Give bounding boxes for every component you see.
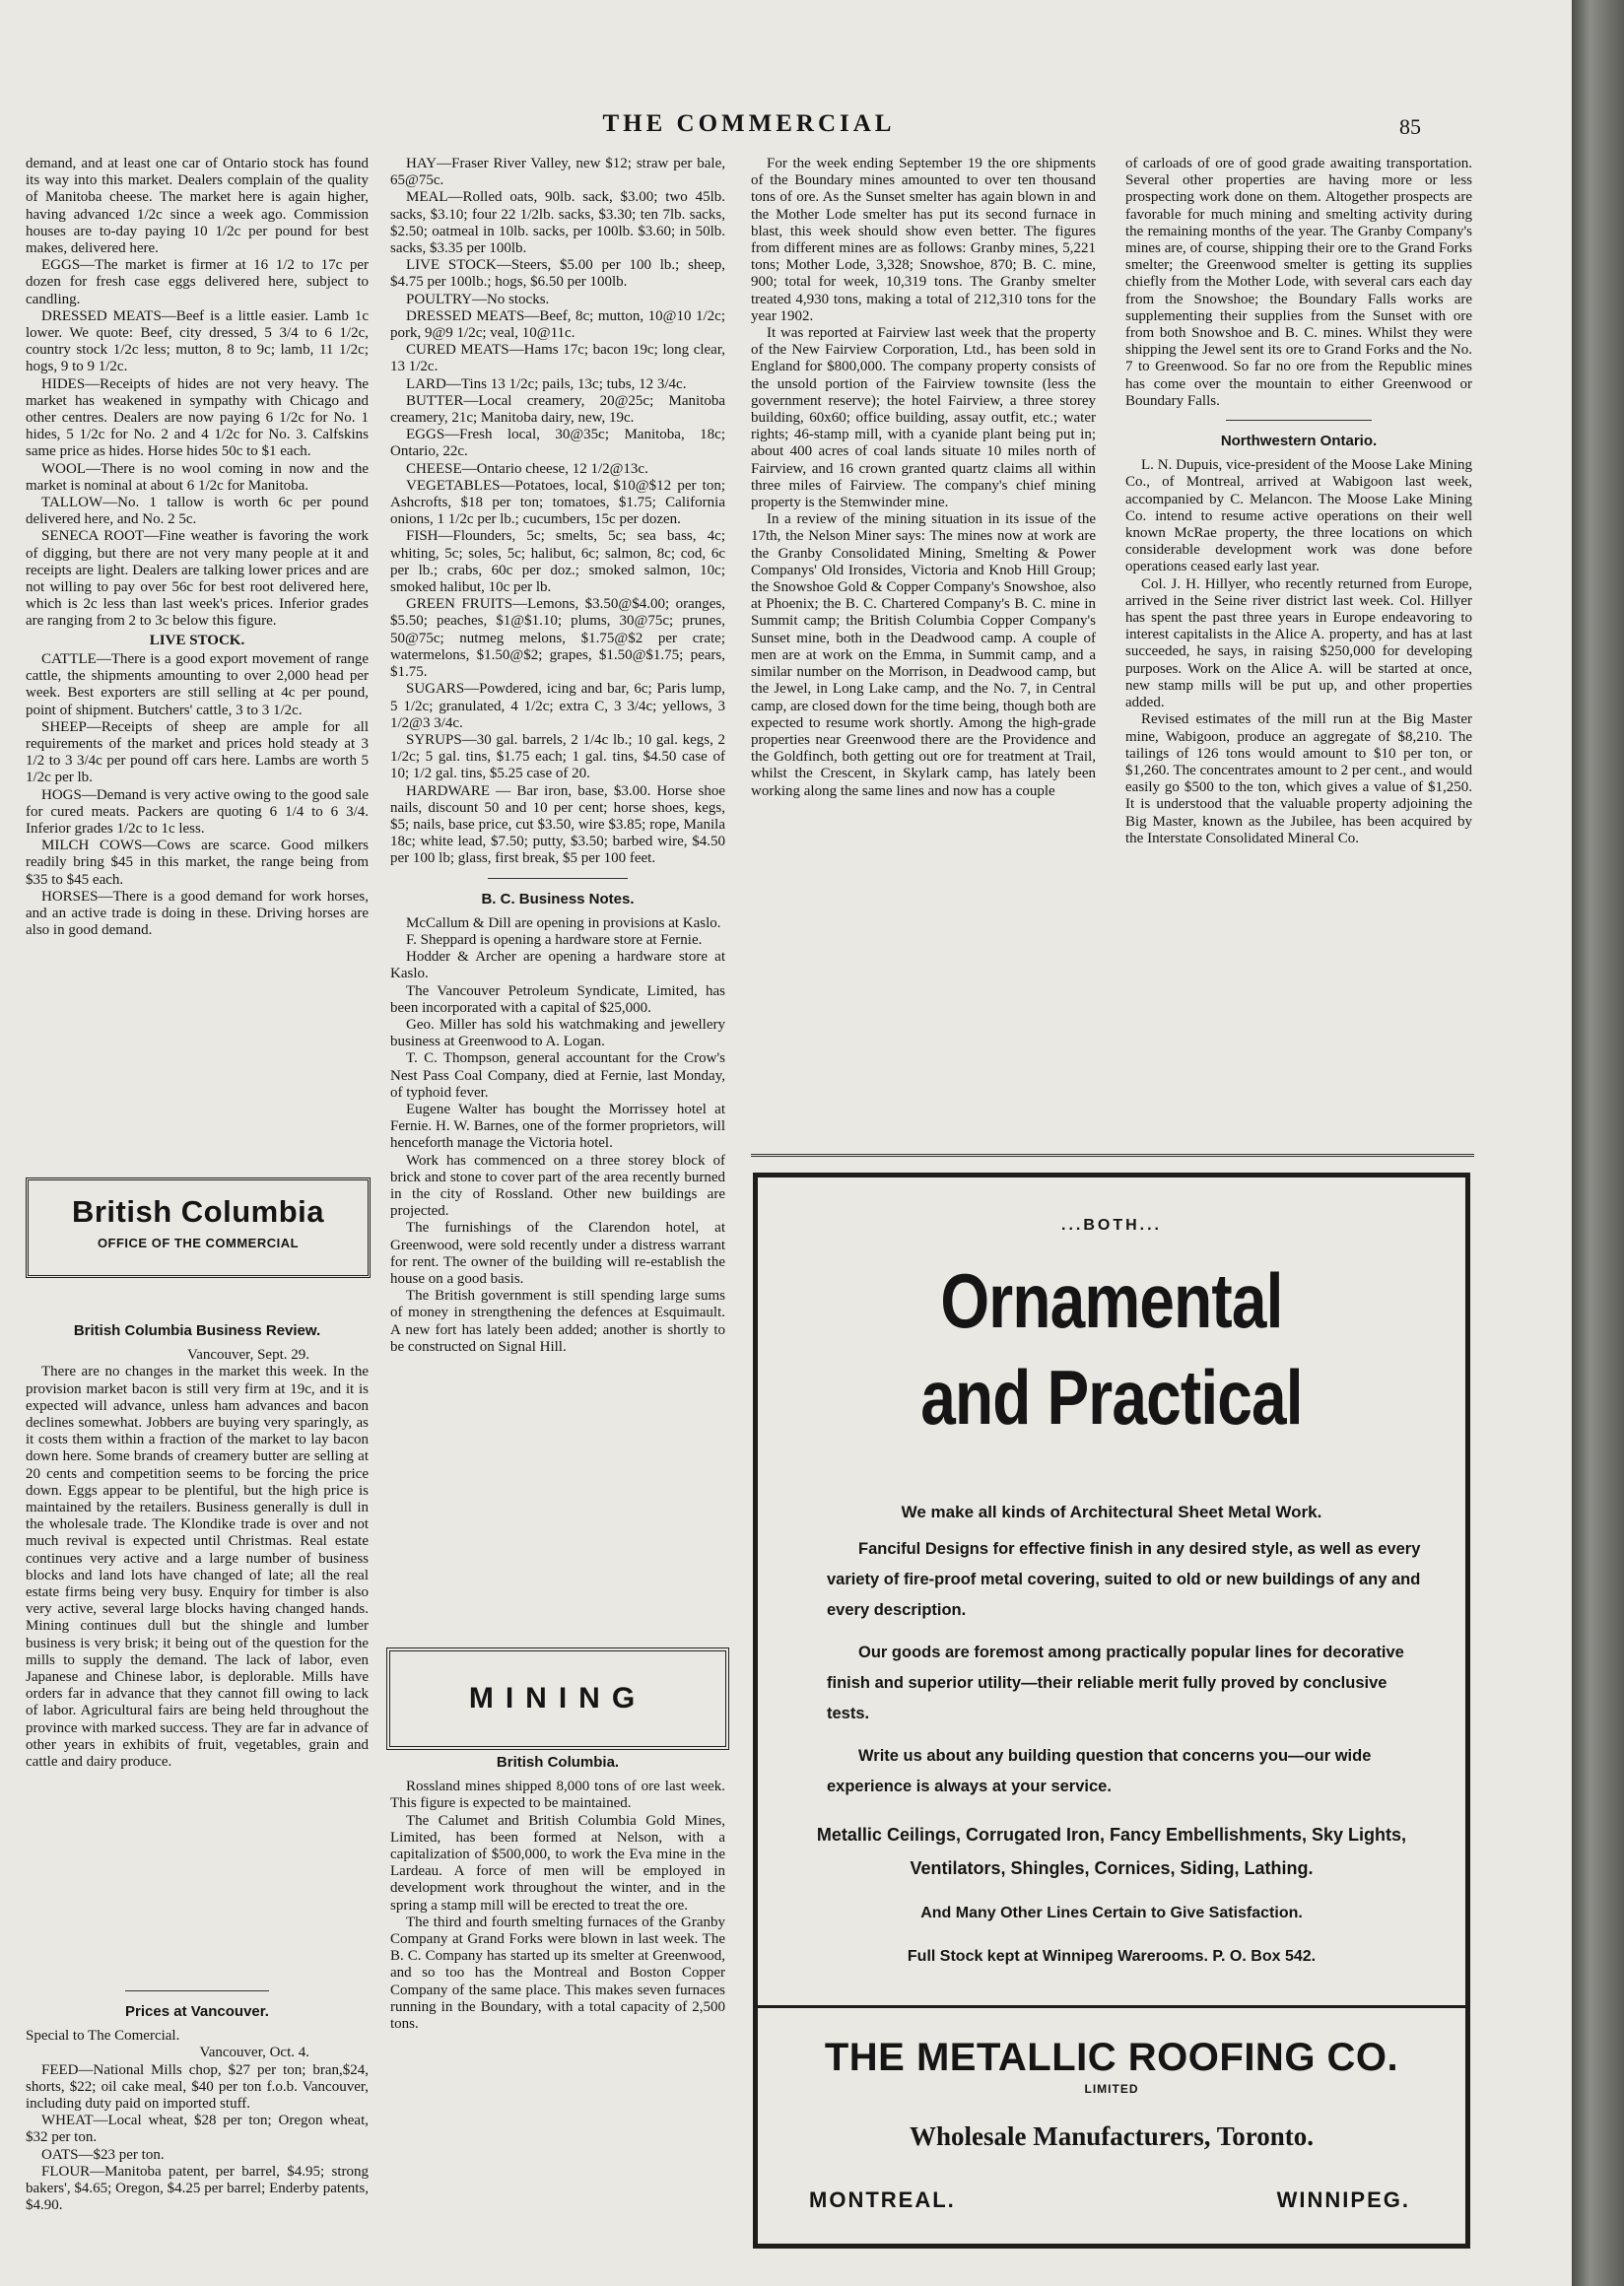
paragraph: The Calumet and British Columbia Gold Mines, Limited, has been formed at Nelson, with a capitalization of $500,000, to work the Eva mine in the Lardeau. A force of men will be employed in development work throughout the winter, and in the spring a stamp mill will be erected to treat the ore. — [390, 1812, 725, 1914]
prices-dateline: Vancouver, Oct. 4. — [199, 2045, 309, 2061]
paragraph: The third and fourth smelting furnaces of the Granby Company at Grand Forks were blown in last week. The B. C. Company has started up its smelter at Greenwood, and so too has the Montreal and Boston Copper Company of the same place. This makes seven furnaces running in the Boundary, with a total capacity of 2,500 tons. — [390, 1914, 725, 2033]
note: McCallum & Dill are opening in provisions at Kaslo. — [406, 914, 721, 931]
price-item: GREEN FRUITS—Lemons, $3.50@$4.00; oranges, $5.50; peaches, $1@$1.10; plums, 30@75c; prunes, 50@75c; nutmeg melons, $1.75@$2 per crate; watermelons, $1.50@$2; grapes, $1.50@$1.75; pears, $1.75. — [390, 596, 725, 681]
mining-bc-section — [390, 1750, 725, 2243]
ad-body-designs: Fanciful Designs for effective finish in any desired style, as well as every variety of fire-proof metal covering, suited to old or new buildings of any and every description. — [827, 1540, 1421, 1619]
book-binding-edge — [1572, 0, 1624, 2286]
price-item: CHEESE—Ontario cheese, 12 1/2@13c. — [406, 460, 648, 477]
ad-wholesale-line: Wholesale Manufacturers, Toronto. — [909, 2121, 1314, 2151]
price-item: HAY—Fraser River Valley, new $12; straw per bale, 65@75c. — [390, 156, 725, 189]
paragraph: There are no changes in the market this week. In the provision market bacon is still very firm at 19c, and it is expected will advance, unless ham advances and bacon declines somewhat. Jobbers are buying very sparingly, as it costs them within a fraction of the market to lay bacon down here. Some brands of creamery butter are selling at 20 cents and competition seems to be forcing the price down. Eggs appear to be plentiful, but the high price is maintained by the retailers. Business generally is dull in the wholesale trade. The Klondike trade is over and not much revival is expected until Christmas. Real estate continues very active and a large number of business blocks and land lots have changed of late; all the real estate firms being very busy. Enquiry for timber is also very active, several large blocks having changed hands. Mining continues dull but the shingle and lumber business is very brisk; it being out of the question for the mills to supply the demand. The lack of labor, even Japanese and Chinese labor, is deplorable. Mills have orders far in advance that they cannot fill owing to lack of labor. Agricultural fairs are being held throughout the province with marked success. They are far in advance of other years in exhibits of fruit, vegetables, grain and cattle and dairy produce. — [26, 1364, 369, 1771]
paragraph: In a review of the mining situation in its issue of the 17th, the Nelson Miner says: The mines now at work are the Granby Consolidated Mining, Smelting & Power Companys' Old Ironsides, Victoria and Knob Hill Group; the Snowshoe Gold & Copper Company's Snowshoe, also at Phoenix; the B. C. Chartered Company's B. C. mine in Summit camp; the British Columbia Copper Company's Sunset mine, both in the Deadwood camp. A couple of men are at work on the Emma, in Summit camp, and a similar number on the Morrison, in Deadwood camp, but the Jewel, in Long Lake camp, and the No. 7, in Central camp, are closed down for the time being, though both are expected to resume work shortly. Among the high-grade properties near Greenwood there are the Providence and the Goldfinch, both getting out ore for treatment at Trail, whilst the Crescent, in Skylark camp, has lately been working along the same lines and now has a couple — [751, 511, 1096, 799]
prices-at-vancouver — [26, 1981, 369, 2276]
ad-city-winnipeg: WINNIPEG. — [1276, 2187, 1410, 2212]
price-item: LIVE STOCK—Steers, $5.00 per 100 lb.; sheep, $4.75 per 100lb.; hogs, $6.50 per 100lb. — [390, 257, 725, 291]
page-header-title: THE COMMERCIAL — [602, 110, 896, 137]
ad-more-lines: And Many Other Lines Certain to Give Satisfaction. — [920, 1905, 1303, 1921]
paragraph: SHEEP—Receipts of sheep are ample for all requirements of the market and prices hold steady at 3 1/2 to 3 3/4c per pound off cars here. Lambs are worth 5 1/2c per lb. — [26, 718, 369, 786]
paragraph: DRESSED MEATS—Beef is a little easier. Lamb 1c lower. We quote: Beef, city dressed, 5 3/4 to 6 1/2c, country stock 1/2c less; mutton, 8 to 9c; lamb, 11 1/2c; hogs, 9 to 9 1/2c. — [26, 307, 369, 375]
ad-headline-ornamental: Ornamental — [940, 1257, 1283, 1344]
page-number: 85 — [1399, 114, 1421, 139]
column-1-market-report — [26, 156, 369, 1180]
paragraph: TALLOW—No. 1 tallow is worth 6c per pound delivered here, and No. 2 5c. — [26, 495, 369, 528]
note: The furnishings of the Clarendon hotel, at Greenwood, were sold recently under a distress warrant for rent. The owner of the building will re-establish the house on a good basis. — [390, 1220, 725, 1287]
price-item: FLOUR—Manitoba patent, per barrel, $4.95; strong bakers', $4.65; Oregon, $4.25 per barrel; Enderby patents, $4.90. — [26, 2163, 369, 2214]
ad-products: Metallic Ceilings, Corrugated Iron, Fancy Embellishments, Sky Lights, Ventilators, Shingles, Cornices, Siding, Lathing. — [816, 1825, 1407, 1878]
paragraph: For the week ending September 19 the ore shipments of the Boundary mines amounted to over ten thousand tons of ore. As the Sunset smelter has again blown in and the Mother Lode smelter has put its second furnace in blast, this week should show even better. The figures from different mines are as follows: Granby mines, 5,221 tons; Mother Lode, 3,328; Snowshoe, 870; B. C. mine, 900; total for week, 10,319 tons. The Granby smelter treated 4,930 tons, making a total of 212,310 tons for the year 1902. — [751, 156, 1096, 324]
ad-stock-line: Full Stock kept at Winnipeg Warerooms. P. O. Box 542. — [907, 1948, 1317, 1965]
price-item: DRESSED MEATS—Beef, 8c; mutton, 10@10 1/2c; pork, 9@9 1/2c; veal, 10@11c. — [390, 307, 725, 342]
paragraph: WOOL—There is no wool coming in now and the market is nominal at about 6 1/2c for Manitoba. — [26, 460, 369, 494]
price-item: MEAL—Rolled oats, 90lb. sack, $3.00; two 45lb. sacks, $3.10; four 22 1/2lb. sacks, $3.30; ten 7lb. sacks, $2.50; oatmeal in 10lb. sacks, per 100lb. $3.60; in 50lb. sacks, $3.35 per 100lb. — [390, 189, 725, 257]
price-item: CURED MEATS—Hams 17c; bacon 19c; long clear, 13 1/2c. — [390, 342, 725, 375]
ad-both-label: ...BOTH... — [1061, 1217, 1162, 1234]
column-2-prices — [390, 156, 725, 1634]
bc-box-title: British Columbia — [71, 1194, 324, 1229]
paragraph: of carloads of ore of good grade awaiting transportation. Several other properties are having more or less prospecting work done on them. Altogether prospects are favorable for much mining and smelting activity during the remaining months of the year. The Granby Company's mines are, of course, shipping their ore to the Grand Forks smelter; the Greenwood smelter is getting its supplies chiefly from the Mother Lode, with several cars each day from the Snowshoe; the Boundary Falls works are supplementing their supplies from the Sunset with ore from both Snowshoe and B. C. mines. Whilst they were shipping the Jewel sent its ore to Grand Forks and the No. 7 to Greenwood. So far no ore from the Republic mines has come over the mountain to either Greenwood or Boundary Falls. — [1125, 156, 1472, 409]
ad-headline-practical: and Practical — [920, 1354, 1303, 1441]
paragraph: CATTLE—There is a good export movement of range cattle, the shipments amounting to over 2,000 head per week. Best exporters are still selling at 4c per pound, point of shipment. Butchers' cattle, 3 to 3 1/2c. — [26, 650, 369, 718]
price-item: EGGS—Fresh local, 30@35c; Manitoba, 18c; Ontario, 22c. — [390, 427, 725, 460]
nw-ontario-heading: Northwestern Ontario. — [1220, 433, 1378, 450]
live-stock-heading: LIVE STOCK. — [149, 632, 245, 648]
ad-body-write: Write us about any building question that concerns you—our wide experience is always at your service. — [827, 1747, 1372, 1795]
bc-box-subtitle: OFFICE OF THE COMMERCIAL — [97, 1236, 300, 1250]
column-3-boundary-mines — [751, 156, 1096, 1143]
metallic-roofing-advertisement — [753, 1173, 1470, 2249]
prices-vancouver-heading: Prices at Vancouver. — [125, 2003, 269, 2020]
british-columbia-office-box — [26, 1177, 371, 1278]
note: Hodder & Archer are opening a hardware store at Kaslo. — [390, 949, 725, 982]
note: T. C. Thompson, general accountant for the Crow's Nest Pass Coal Company, died at Fernie, last Monday, of typhoid fever. — [390, 1050, 725, 1101]
ad-cities — [809, 2187, 1410, 2213]
price-item: HARDWARE — Bar iron, base, $3.00. Horse shoe nails, discount 50 and 10 per cent; horse shoes, kegs, $5; nails, base price, cut $3.50, wire $3.85; rope, Manila 18c; white lead, $7.50; putty, $3.50; barbed wire, $4.50 per 100 lb; glass, first break, $5 per 100 feet. — [390, 782, 725, 867]
paragraph: Col. J. H. Hillyer, who recently returned from Europe, arrived in the Seine river district last week. Col. Hillyer has spent the past three years in Europe endeavoring to interest capitalists in the Alice A. property, and has at last succeeded, he says, in raising $250,000 for developing purposes. Work on the Alice A. will be started at once, new stamp mills will be put up, and other properties added. — [1125, 575, 1472, 711]
bc-notes-heading: B. C. Business Notes. — [481, 890, 635, 908]
price-item: SYRUPS—30 gal. barrels, 2 1/4c lb.; 10 gal. kegs, 2 1/2c; 5 gal. tins, $1.75 each; 1 gal. tins, $4.50 case of 10; 1/2 gal. tins, $5.25 case of 20. — [390, 731, 725, 782]
note: The Vancouver Petroleum Syndicate, Limited, has been incorporated with a capital of $25,000. — [390, 982, 725, 1016]
ad-limited: LIMITED — [1084, 2082, 1139, 2096]
mining-section-box — [386, 1647, 729, 1750]
price-item: OATS—$23 per ton. — [41, 2146, 165, 2163]
paragraph: HORSES—There is a good demand for work horses, and an active trade is doing in these. Driving horses are also in good demand. — [26, 888, 369, 939]
paragraph: HIDES—Receipts of hides are not very heavy. The market has weakened in sympathy with Chicago and other centres. Dealers are now paying 6 1/2c for No. 1 hides, 5 1/2c for No. 2 and 4 1/2c for No. 3. Calfskins same price as hides. Horse hides 50c to $1 each. — [26, 375, 369, 460]
price-item: WHEAT—Local wheat, $28 per ton; Oregon wheat, $32 per ton. — [26, 2113, 369, 2146]
bc-review-dateline: Vancouver, Sept. 29. — [187, 1347, 309, 1364]
note: F. Sheppard is opening a hardware store at Fernie. — [406, 931, 703, 948]
paragraph: SENECA ROOT—Fine weather is favoring the work of digging, but there are not very many people at it and receipts are light. Dealers are talking lower prices and are not willing to pay over 56c for best root delivered here, which is 2c less than last week's prices. Inferior grades are ranging from 2 to 3c below this figure. — [26, 528, 369, 630]
note: Eugene Walter has bought the Morrissey hotel at Fernie. H. W. Barnes, one of the former proprietors, will henceforth manage the Victoria hotel. — [390, 1101, 725, 1152]
ad-lead: We make all kinds of Architectural Sheet Metal Work. — [901, 1503, 1322, 1521]
price-item: POULTRY—No stocks. — [406, 291, 550, 307]
ad-company-name: THE METALLIC ROOFING CO. — [824, 2036, 1399, 2079]
divider — [125, 1990, 269, 1991]
special-line: Special to The Comercial. — [26, 2028, 180, 2045]
note: Geo. Miller has sold his watchmaking and jewellery business at Greenwood to A. Logan. — [390, 1016, 725, 1050]
mining-box-title: MINING — [468, 1682, 647, 1714]
paragraph: Revised estimates of the mill run at the Big Master mine, Wabigoon, produce an aggregate of $8,210. The tailings of 126 tons would amount to $10 per ton, or $1,260. The concentrates amount to 2 per cent., and would easily go $500 to the ton, which gives a value of $1,250. It is understood that the valuable property adjoining the Big Master, known as the Jubilee, has been acquired by the Interstate Consolidated Mineral Co. — [1125, 711, 1472, 846]
price-item: BUTTER—Local creamery, 20@25c; Manitoba creamery, 21c; Manitoba dairy, new, 19c. — [390, 392, 725, 427]
note: The British government is still spending large sums of money in strengthening the defences at Esquimault. A new fort has lately been added; another is shortly to be constructed on Signal Hill. — [390, 1288, 725, 1355]
ad-body-goods: Our goods are foremost among practically popular lines for decorative finish and superior utility—their reliable merit fully proved by conclusive tests. — [827, 1644, 1404, 1722]
ad-city-montreal: MONTREAL. — [809, 2187, 956, 2212]
paragraph: demand, and at least one car of Ontario stock has found its way into this market. Dealers complain of the quality of Manitoba cheese. The market here is again higher, having advanced 1/2c since a week ago. Commission houses are to-day paying 10 1/2c per pound for best makes, delivered here. — [26, 156, 369, 257]
ad-divider — [758, 2005, 1465, 2008]
paragraph: Rossland mines shipped 8,000 tons of ore last week. This figure is expected to be maintained. — [390, 1779, 725, 1812]
note: Work has commenced on a three storey block of brick and stone to cover part of the area recently burned in the city of Rossland. Other new buildings are projected. — [390, 1152, 725, 1220]
bc-review-heading: British Columbia Business Review. — [73, 1322, 321, 1339]
paragraph: HOGS—Demand is very active owing to the good sale for cured meats. Packers are quoting 6 1/4 to 6 3/4. Inferior grades 1/2c to 1c less. — [26, 786, 369, 837]
column-4-northwestern-ontario — [1125, 156, 1472, 1143]
price-item: LARD—Tins 13 1/2c; pails, 13c; tubs, 12 3/4c. — [406, 375, 687, 392]
mining-bc-heading: British Columbia. — [496, 1754, 620, 1771]
divider — [1226, 420, 1372, 421]
section-divider — [751, 1154, 1474, 1157]
paragraph: MILCH COWS—Cows are scarce. Good milkers readily bring $45 in this market, the range being from $35 to $45 each. — [26, 838, 369, 888]
paragraph: EGGS—The market is firmer at 16 1/2 to 17c per dozen for fresh case eggs delivered here, subject to candling. — [26, 257, 369, 307]
bc-business-review — [26, 1311, 369, 1941]
paragraph: It was reported at Fairview last week that the property of the New Fairview Corporation, Ltd., has been sold in England for $800,000. The company property consists of the unsold portion of the Fairview townsite (less the government reserve); the hotel Fairview, a three storey building, 60x60; office building, assay outfit, etc.; water rights; 46-stamp mill, with a cyanide plant being put in; about 400 acres of coal lands situate 10 miles north of Fairview, and 16 crown granted quartz claims all within three miles of Fairview. The company's chief mining property is the Stemwinder mine. — [751, 325, 1096, 511]
price-item: FEED—National Mills chop, $27 per ton; bran,$24, shorts, $22; oil cake meal, $40 per ton f.o.b. Vancouver, including duty paid on imported stuff. — [26, 2061, 369, 2113]
price-item: SUGARS—Powdered, icing and bar, 6c; Paris lump, 5 1/2c; granulated, 4 1/2c; extra C, 3 3/4c; yellows, 3 1/2@3 3/4c. — [390, 681, 725, 731]
price-item: FISH—Flounders, 5c; smelts, 5c; sea bass, 4c; whiting, 5c; soles, 5c; halibut, 6c; salmon, 8c; cod, 6c per lb.; crabs, 60c per doz.; smoked salmon, 10c; smoked halibut, 10c per lb. — [390, 528, 725, 596]
price-item: VEGETABLES—Potatoes, local, $10@$12 per ton; Ashcrofts, $18 per ton; tomatoes, $1.75; California onions, 1 1/2c per lb.; cucumbers, 15c per dozen. — [390, 477, 725, 528]
paragraph: L. N. Dupuis, vice-president of the Moose Lake Mining Co., of Montreal, arrived at Wabigoon last week, accompanied by C. Melancon. The Moose Lake Mining Co. intend to resume active operations on their well known McRae property, the three locations on which considerable development work was done before operations ceased early last year. — [1125, 457, 1472, 575]
divider — [488, 878, 629, 879]
